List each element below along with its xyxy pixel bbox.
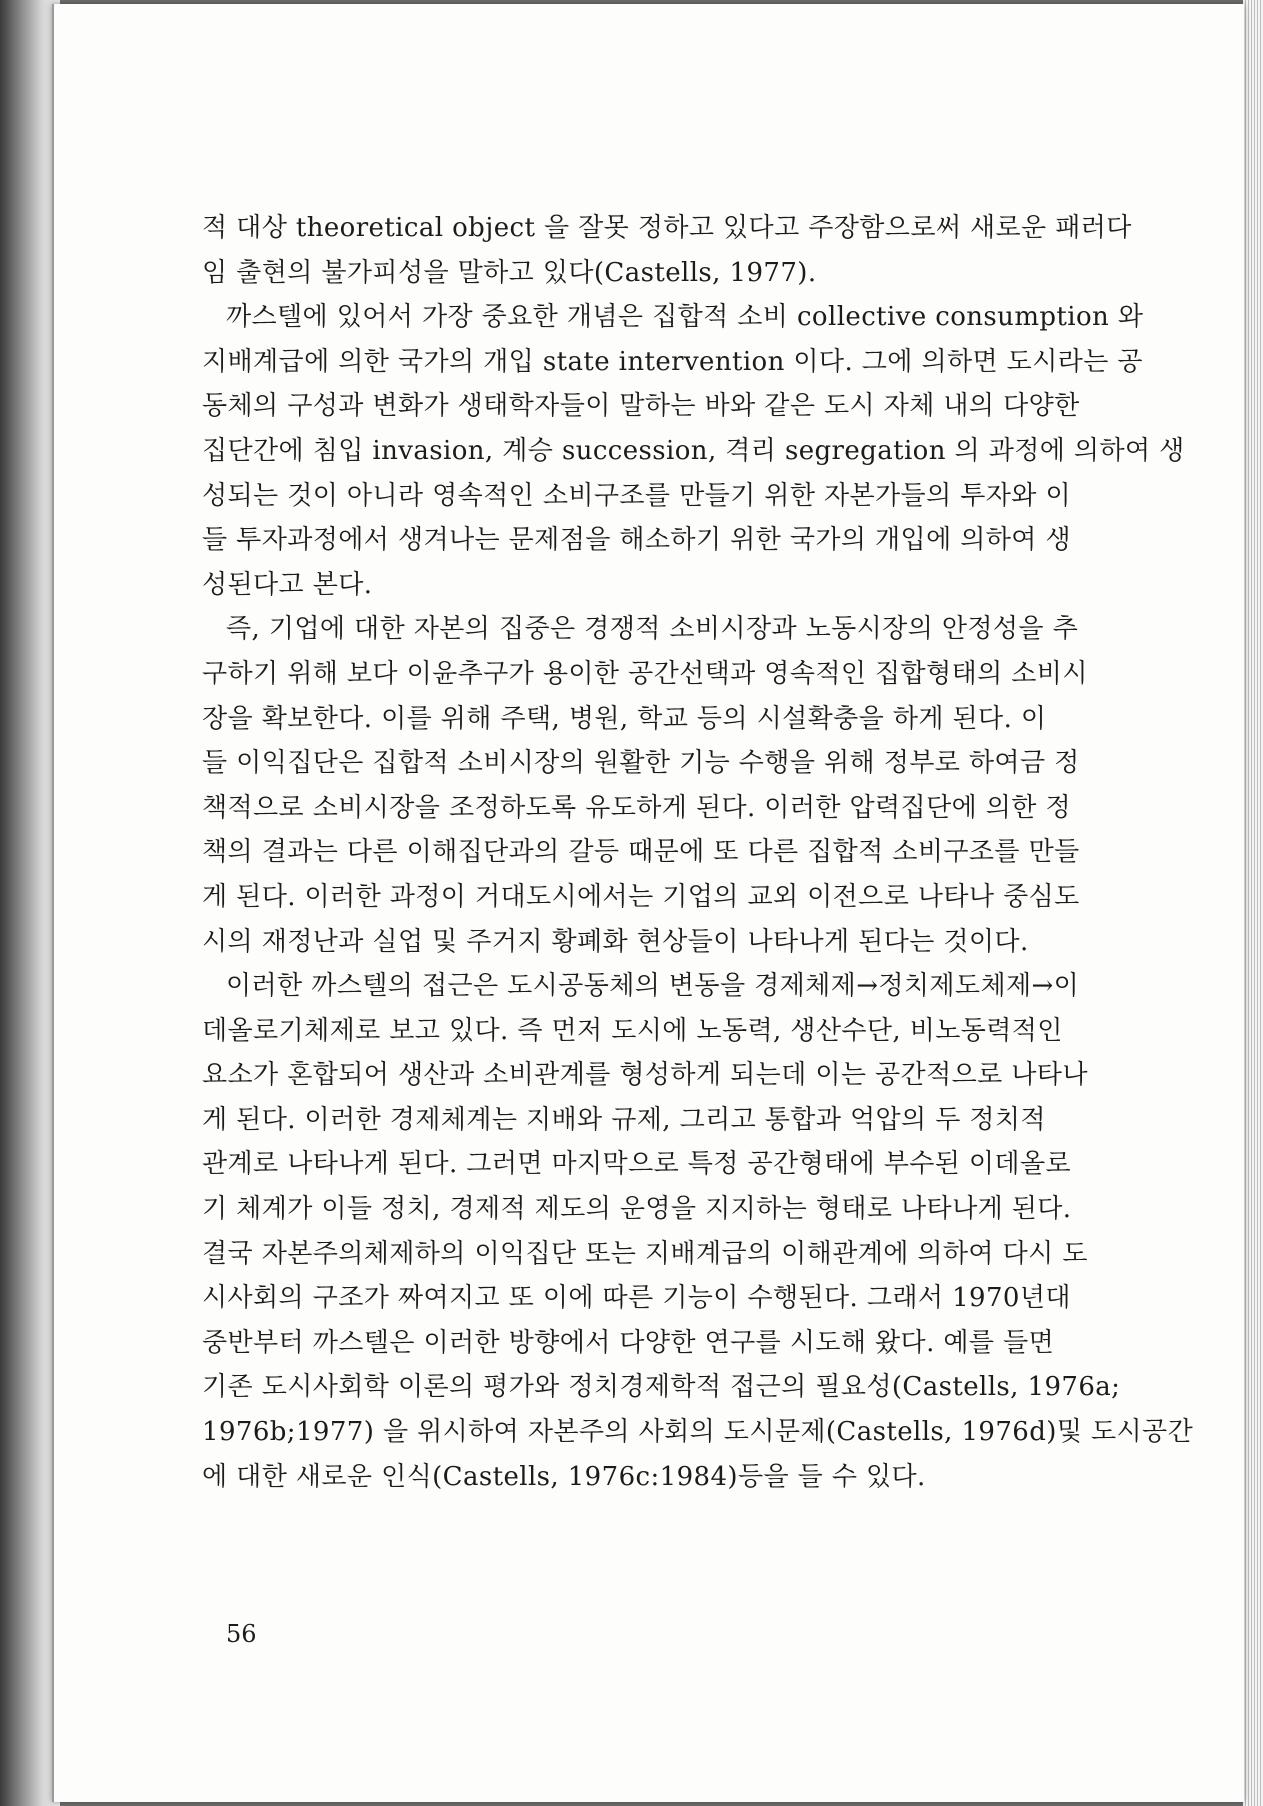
book-spine-shadow	[0, 0, 60, 1806]
text-line: 게 된다. 이러한 과정이 거대도시에서는 기업의 교외 이전으로 나타나 중심도	[202, 881, 1080, 912]
text-line: 성되는 것이 아니라 영속적인 소비구조를 만들기 위한 자본가들의 투자와 이	[202, 480, 1071, 511]
text-line: 중반부터 까스텔은 이러한 방향에서 다양한 연구를 시도해 왔다. 예를 들면	[202, 1327, 1055, 1358]
text-line: 까스텔에 있어서 가장 중요한 개념은 집합적 소비 collective consumption 와	[226, 302, 1144, 333]
text-line: 시사회의 구조가 짜여지고 또 이에 따른 기능이 수행된다. 그래서 1970년대	[202, 1283, 1071, 1314]
text-line: 들 투자과정에서 생겨나는 문제점을 해소하기 위한 국가의 개입에 의하여 생	[202, 525, 1071, 556]
text-line: 이러한 까스텔의 접근은 도시공동체의 변동을 경제체제→정치제도체제→이	[226, 971, 1080, 1002]
text-line: 성된다고 본다.	[202, 569, 373, 600]
text-line: 들 이익집단은 집합적 소비시장의 원활한 기능 수행을 위해 정부로 하여금 정	[202, 748, 1080, 779]
text-line: 관계로 나타나게 된다. 그러면 마지막으로 특정 공간형태에 부수된 이데올로	[202, 1149, 1071, 1180]
text-line: 결국 자본주의체제하의 이익집단 또는 지배계급의 이해관계에 의하여 다시 도	[202, 1238, 1088, 1269]
text-line: 1976b;1977) 을 위시하여 자본주의 사회의 도시문제(Castells, 1976d)및 도시공간	[202, 1417, 1194, 1448]
book-page	[52, 4, 1244, 1802]
text-line: 책의 결과는 다른 이해집단과의 갈등 때문에 또 다른 집합적 소비구조를 만들	[202, 837, 1080, 868]
text-line: 구하기 위해 보다 이윤추구가 용이한 공간선택과 영속적인 집합형태의 소비시	[202, 658, 1088, 689]
text-line: 즉, 기업에 대한 자본의 집중은 경쟁적 소비시장과 노동시장의 안정성을 추	[226, 614, 1079, 645]
text-line: 게 된다. 이러한 경제체계는 지배와 규제, 그리고 통합과 억압의 두 정치적	[202, 1104, 1046, 1135]
text-line: 장을 확보한다. 이를 위해 주택, 병원, 학교 등의 시설확충을 하게 된다. 이	[202, 703, 1047, 734]
text-line: 집단간에 침입 invasion, 계승 succession, 격리 segregation 의 과정에 의하여 생	[202, 435, 1185, 466]
text-line: 책적으로 소비시장을 조정하도록 유도하게 된다. 이러한 압력집단에 의한 정	[202, 792, 1071, 823]
text-line: 데올로기체제로 보고 있다. 즉 먼저 도시에 노동력, 생산수단, 비노동력적인	[202, 1015, 1063, 1046]
text-line: 동체의 구성과 변화가 생태학자들이 말하는 바와 같은 도시 자체 내의 다양한	[202, 391, 1080, 422]
body-text	[202, 206, 1194, 1499]
text-line: 기 체계가 이들 정치, 경제적 제도의 운영을 지지하는 형태로 나타나게 된다.	[202, 1194, 1072, 1225]
text-line: 지배계급에 의한 국가의 개입 state intervention 이다. 그에 의하면 도시라는 공	[202, 346, 1143, 377]
text-line: 적 대상 theoretical object 을 잘못 정하고 있다고 주장함으로써 새로운 패러다	[202, 213, 1132, 243]
text-line: 에 대한 새로운 인식(Castells, 1976c:1984)등을 들 수 있다.	[202, 1461, 926, 1492]
page-edges	[1243, 0, 1263, 1806]
text-line: 임 출현의 불가피성을 말하고 있다(Castells, 1977).	[202, 257, 817, 288]
text-line: 시의 재정난과 실업 및 주거지 황폐화 현상들이 나타나게 된다는 것이다.	[202, 926, 1029, 957]
text-line: 요소가 혼합되어 생산과 소비관계를 형성하게 되는데 이는 공간적으로 나타나	[202, 1060, 1088, 1091]
page-number: 56	[226, 1620, 257, 1648]
text-line: 기존 도시사회학 이론의 평가와 정치경제학적 접근의 필요성(Castells, 1976a;	[202, 1372, 1121, 1403]
